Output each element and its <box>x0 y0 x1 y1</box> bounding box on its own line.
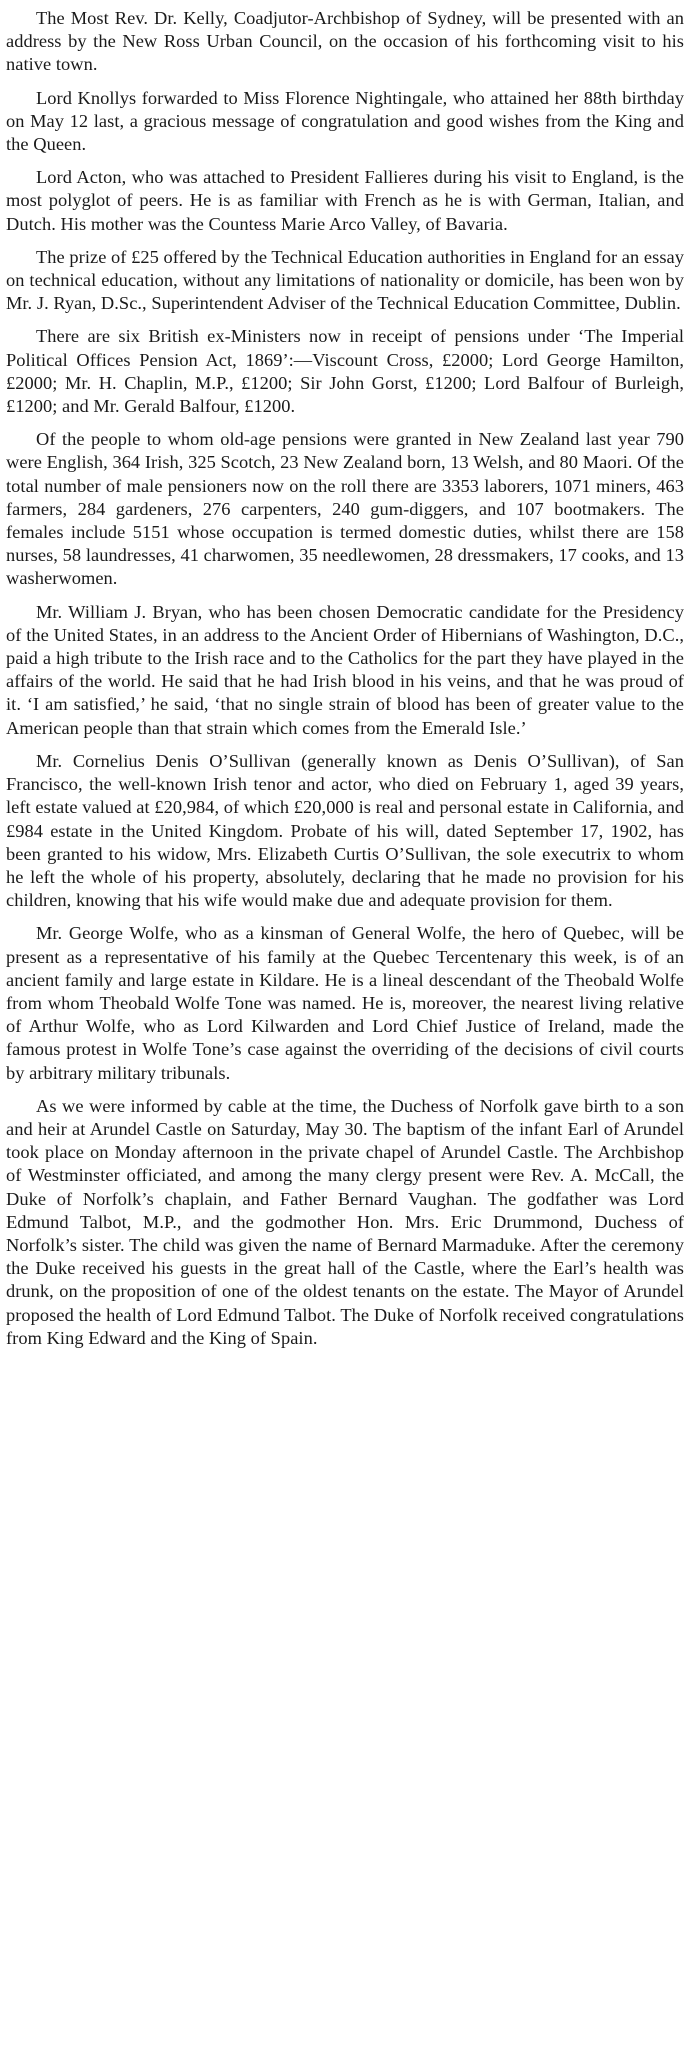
news-item-acton: Lord Acton, who was attached to President Fallieres during his visit to England, is the most polyglot of peers. He is as familiar with French as he is with German, Italian, and Dutch. His mother was the Countess Marie Arco Valley, of Bavaria. <box>6 167 684 234</box>
news-item-new-zealand: Of the people to whom old-age pensions were granted in New Zealand last year 790 were English, 364 Irish, 325 Scotch, 23 New Zealand born, 13 Welsh, and 80 Maori. Of the total number of male pensioners now on the roll there are 3353 laborers, 1071 miners, 463 farmers, 284 gardeners, 276 carpenters, 240 gum-diggers, and 107 bootmakers. The females include 5151 whose occupation is termed domestic duties, whilst there are 158 nurses, 58 laundresses, 41 charwomen, 35 needlewomen, 28 dressmakers, 17 cooks, and 13 washerwomen. <box>6 429 684 589</box>
news-item-essay-prize: The prize of £25 offered by the Technical Education authorities in England for an essay on technical education, without any limitations of nationality or domicile, has been won by Mr. J. Ryan, D.Sc., Superintendent Adviser of the Technical Education Committee, Dublin. <box>6 246 684 314</box>
news-item-osullivan: Mr. Cornelius Denis O’Sullivan (generally known as Denis O’Sullivan), of San Francisco, the well-known Irish tenor and actor, who died on February 1, aged 39 years, left estate valued at £20,984, of which £20,000 is real and personal estate in California, and £984 estate in the United Kingdom. Probate of his will, dated September 17, 1902, has been granted to his widow, Mrs. Elizabeth Curtis O’Sullivan, the sole executrix to whom he left the whole of his property, absolutely, declaring that he made no provision for his children, knowing that his wife would make due and adequate provision for them. <box>6 750 684 911</box>
news-item-norfolk: As we were informed by cable at the time, the Duchess of Norfolk gave birth to a son and heir at Arundel Castle on Saturday, May 30. The baptism of the infant Earl of Arundel took place on Monday afternoon in the private chapel of Arundel Castle. The Archbishop of Westminster officiated, and among the many clergy present were Rev. A. McCall, the Duke of Norfolk’s chaplain, and Father Bernard Vaughan. The godfather was Lord Edmund Talbot, M.P., and the godmother Hon. Mrs. Eric Drummond, Duchess of Norfolk’s sister. The child was given the name of Bernard Marmaduke. After the ceremony the Duke received his guests in the great hall of the Castle, where the Earl’s health was drunk, on the proposition of one of the oldest tenants on the estate. The Mayor of Arundel proposed the health of Lord Edmund Talbot. The Duke of Norfolk received congratulations from King Edward and the King of Spain. <box>6 1095 684 1348</box>
news-item-wolfe: Mr. George Wolfe, who as a kinsman of General Wolfe, the hero of Quebec, will be present as a representative of his family at the Quebec Tercentenary this week, is of an ancient family and large estate in Kildare. He is a lineal descendant of the Theobald Wolfe from whom Theobald Wolfe Tone was named. He is, moreover, the nearest living relative of Arthur Wolfe, who as Lord Kilwarden and Lord Chief Justice of Ireland, made the famous protest in Wolfe Tone’s case against the overriding of the decisions of civil courts by arbitrary military tribunals. <box>6 923 684 1083</box>
news-item-nightingale: Lord Knollys forwarded to Miss Florence Nightingale, who attained her 88th birthday on May 12 last, a gracious message of congratulation and good wishes from the King and the Queen. <box>6 87 684 155</box>
news-item-pensions: There are six British ex-Ministers now in receipt of pensions under ‘The Imperial Political Offices Pension Act, 1869’:—Viscount Cross, £2000; Lord George Hamilton, £2000; Mr. H. Chaplin, M.P., £1200; Sir John Gorst, £1200; Lord Balfour of Burleigh, £1200; and Mr. Gerald Balfour, £1200. <box>6 326 684 417</box>
news-item-bryan: Mr. William J. Bryan, who has been chosen Democratic candidate for the Presidency of the United States, in an address to the Ancient Order of Hibernians of Washington, D.C., paid a high tribute to the Irish race and to the Catholics for the part they have played in the affairs of the world. He said that he had Irish blood in his veins, and that he was proud of it. ‘I am satisfied,’ he said, ‘that no single strain of blood has been of greater value to the American people than that strain which comes from the Emerald Isle.’ <box>6 601 684 738</box>
news-item-kelly: The Most Rev. Dr. Kelly, Coadjutor-Archbishop of Sydney, will be presented with an address by the New Ross Urban Council, on the occasion of his forthcoming visit to his native town. <box>6 8 684 75</box>
